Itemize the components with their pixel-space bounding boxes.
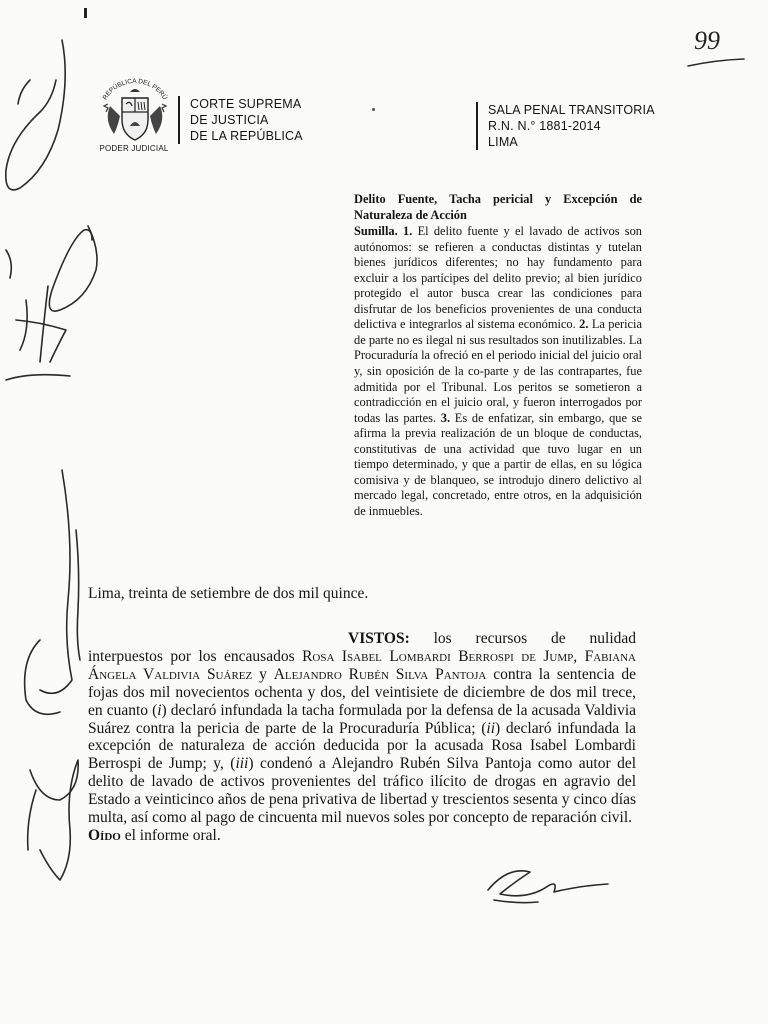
resolution-paragraph [88,648,636,827]
case-number-line: R.N. N.° 1881-2014 [488,119,601,133]
institution-line: DE JUSTICIA [190,113,269,127]
oido-text: el informe oral. [120,826,221,844]
seal-caption: PODER JUDICIAL [99,144,169,153]
sumilla-label: Sumilla. [354,224,398,239]
sumilla-item-text: La pericia de parte no es ilegal ni sus resultados son inutilizables. La Procuraduría la ofreció en el periodo inicial del juicio oral y, sin oposición de la co-parte y de las contrapartes, fue admitida por el Tribunal. Los peritos se sometieron a contradicción en el juicio oral, y fueron interrogados por todas las partes. [354,317,643,425]
body-text: contra la sentencia de fojas dos mil novecientos ochenta y dos, del veintisiete de diciembre de dos mil trece, en cuanto ( [88,665,637,719]
margin-handwriting [0,0,120,1024]
vistos-text: los recursos de nulidad [433,630,637,647]
sumilla-block [354,192,642,519]
speck [372,108,375,111]
sumilla-text [354,224,642,519]
sumilla-item-number: 3. [440,410,451,425]
roman-numeral: ii [486,719,496,737]
date-line: Lima, treinta de setiembre de dos mil quince. [88,585,369,602]
sala-line: SALA PENAL TRANSITORIA [488,103,655,117]
body-text: ) condenó a Alejandro Rubén Silva Pantoja como autor del delito de lavado de activos provenientes del tráfico ilícito de drogas en agravio del Estado a veinticinco años de pena privativa de libertad y trescientos sesenta y cinco días multa, así como al pago de cincuenta mil nuevos soles por concepto de reparación civil. [88,755,637,827]
page-number-underline [686,58,746,68]
institution-line: CORTE SUPREMA [190,97,302,111]
defendant-name: Fabiana Ángela Valdivia Suárez [88,647,636,683]
page-number: 99 [694,26,720,55]
location-line: LIMA [488,135,518,149]
institution-header [178,96,360,144]
resolution-body [88,630,636,845]
oido-line [88,827,636,845]
body-text: y [252,665,274,683]
defendant-name: Alejandro Rubén Silva Pantoja [273,665,487,683]
sumilla-item-text: El delito fuente y el lavado de activos son autónomos: se refieren a conductas distintas y tutelan bienes jurídicos diferentes; no hay fundamento para excluir a los partícipes del delito previo; al bien jurídico protegido el autor busca crear las condiciones para disfrutar de los beneficios provenientes de una conducta delictiva e integrarlos al sistema económico. [354,224,642,332]
oido-label: Oído [88,826,121,844]
sumilla-item-text: Es de enfatizar, sin embargo, que se afirma la previa realización de un bloque de conductas, constitutivas de una actividad que tuvo lugar en un tiempo determinado, y que a partir de ellas, en su lógica comisiva y de blanqueo, se introdujo dinero delictivo al mercado legal, concretado, entre otros, en la adquisición de inmuebles. [354,410,642,518]
sumilla-title: Delito Fuente, Tacha pericial y Excepción de Naturaleza de Acción [354,192,642,222]
institution-line: DE LA REPÚBLICA [190,129,303,143]
defendant-name: Rosa Isabel Lombardi Berrospi de Jump [302,647,574,665]
body-text: , [573,647,585,665]
vistos-line [88,630,636,648]
signature-icon [478,860,618,910]
vistos-label: VISTOS: [348,630,410,647]
body-text: ) declaró infundada la tacha formulada por la defensa de la acusada Valdivia Suárez contra la pericia de parte de la Procuraduría Pública; ( [88,701,636,737]
sumilla-item-number: 1. [403,224,413,239]
roman-numeral: i [157,701,162,719]
body-text: ) declaró infundada la excepción de naturaleza de acción deducida por la acusada Rosa Isabel Lombardi Berrospi de Jump; y, ( [88,719,636,773]
sumilla-item-number: 2. [579,317,589,332]
body-text: interpuestos por los encausados [88,647,303,665]
seal-arc-text: REPÚBLICA DEL PERÚ [101,77,169,102]
case-header [476,102,688,150]
roman-numeral: iii [235,755,249,773]
